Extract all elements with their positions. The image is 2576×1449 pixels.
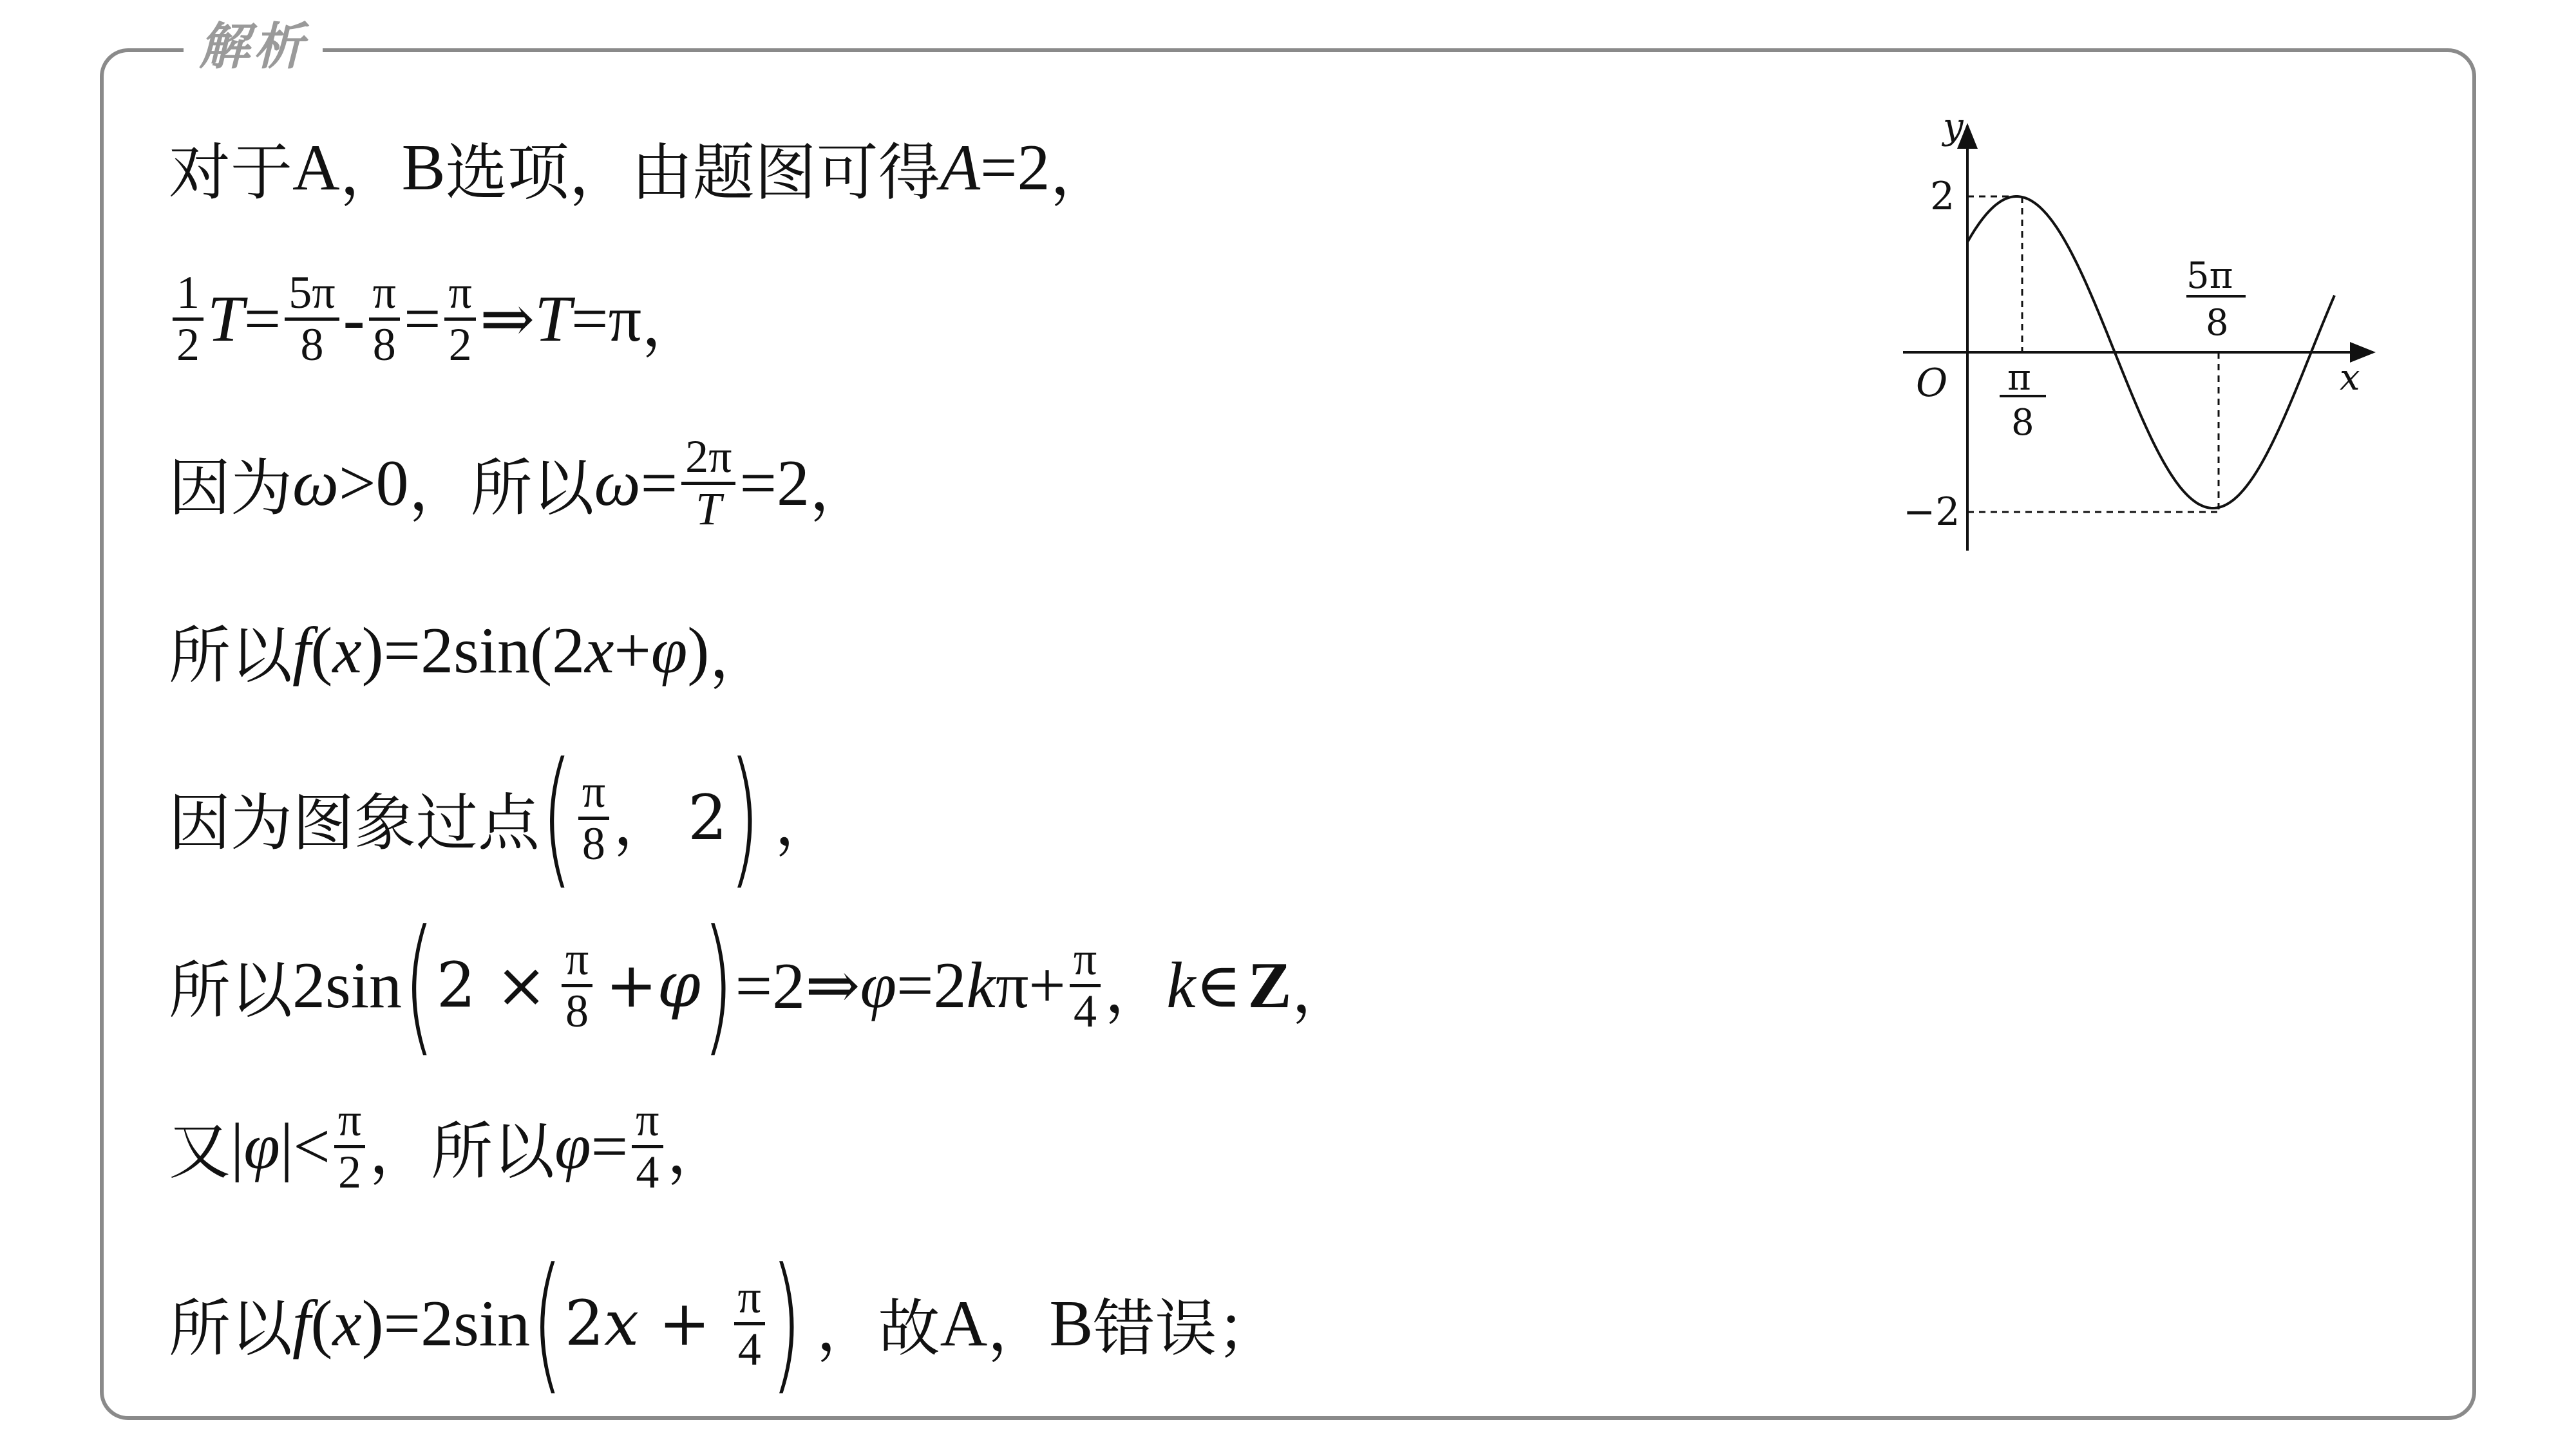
fraction: π 8 [369, 269, 400, 369]
fraction: π 4 [734, 1273, 765, 1374]
fraction: π 8 [562, 935, 592, 1036]
fraction: π 2 [444, 269, 475, 369]
section-label: 解析 [184, 12, 323, 82]
fraction: 5π 8 [285, 269, 339, 369]
x-peak-num: π [2007, 357, 2031, 399]
fraction: 2π T [681, 433, 735, 533]
fraction: π 2 [334, 1096, 365, 1197]
solution-line-5: 因为图象过点 ( π 8 ， 2 ) ， [169, 732, 837, 904]
solution-line-1: 对于 A ， B 选项 ， 由题图可得 A =2 ， [169, 131, 1112, 209]
y-min-label: −2 [1903, 489, 1960, 535]
sine-graph [1884, 113, 2386, 564]
fraction: π 8 [578, 768, 609, 868]
solution-line-8: 所以 f ( x )=2sin ( 2 x + π 4 ) ， 故 A ， B 错误 ； [169, 1237, 1279, 1409]
solution-line-4: 所以 f ( x )=2sin(2 x + φ ) ， [169, 614, 772, 692]
solution-line-6: 所以 2sin ( 2 × π 8 + φ ) =2⇒ φ =2 k π+ π 4 ， k ∈ Z ， [169, 899, 1354, 1071]
y-axis-label: y [1943, 113, 1964, 147]
x-peak-den: 8 [2011, 402, 2034, 444]
fraction: 1 2 [173, 269, 204, 369]
x-trough-den: 8 [2206, 302, 2229, 344]
fraction: π 4 [632, 1096, 663, 1197]
solution-line-7: 又 | φ |< π 2 ， 所以 φ = π 4 ， [169, 1094, 729, 1198]
solution-line-2: 1 2 T = 5π 8 - π 8 = π 2 ⇒ T =π ， [169, 254, 703, 383]
y-max-label: 2 [1930, 174, 1955, 219]
x-trough-num: 5π [2186, 255, 2233, 297]
fraction: π 4 [1070, 935, 1101, 1036]
x-axis-label: x [2340, 357, 2360, 399]
origin-label: O [1916, 361, 1948, 406]
solution-line-3: 因为 ω >0 ， 所以 ω = 2π T =2 ， [169, 430, 872, 535]
